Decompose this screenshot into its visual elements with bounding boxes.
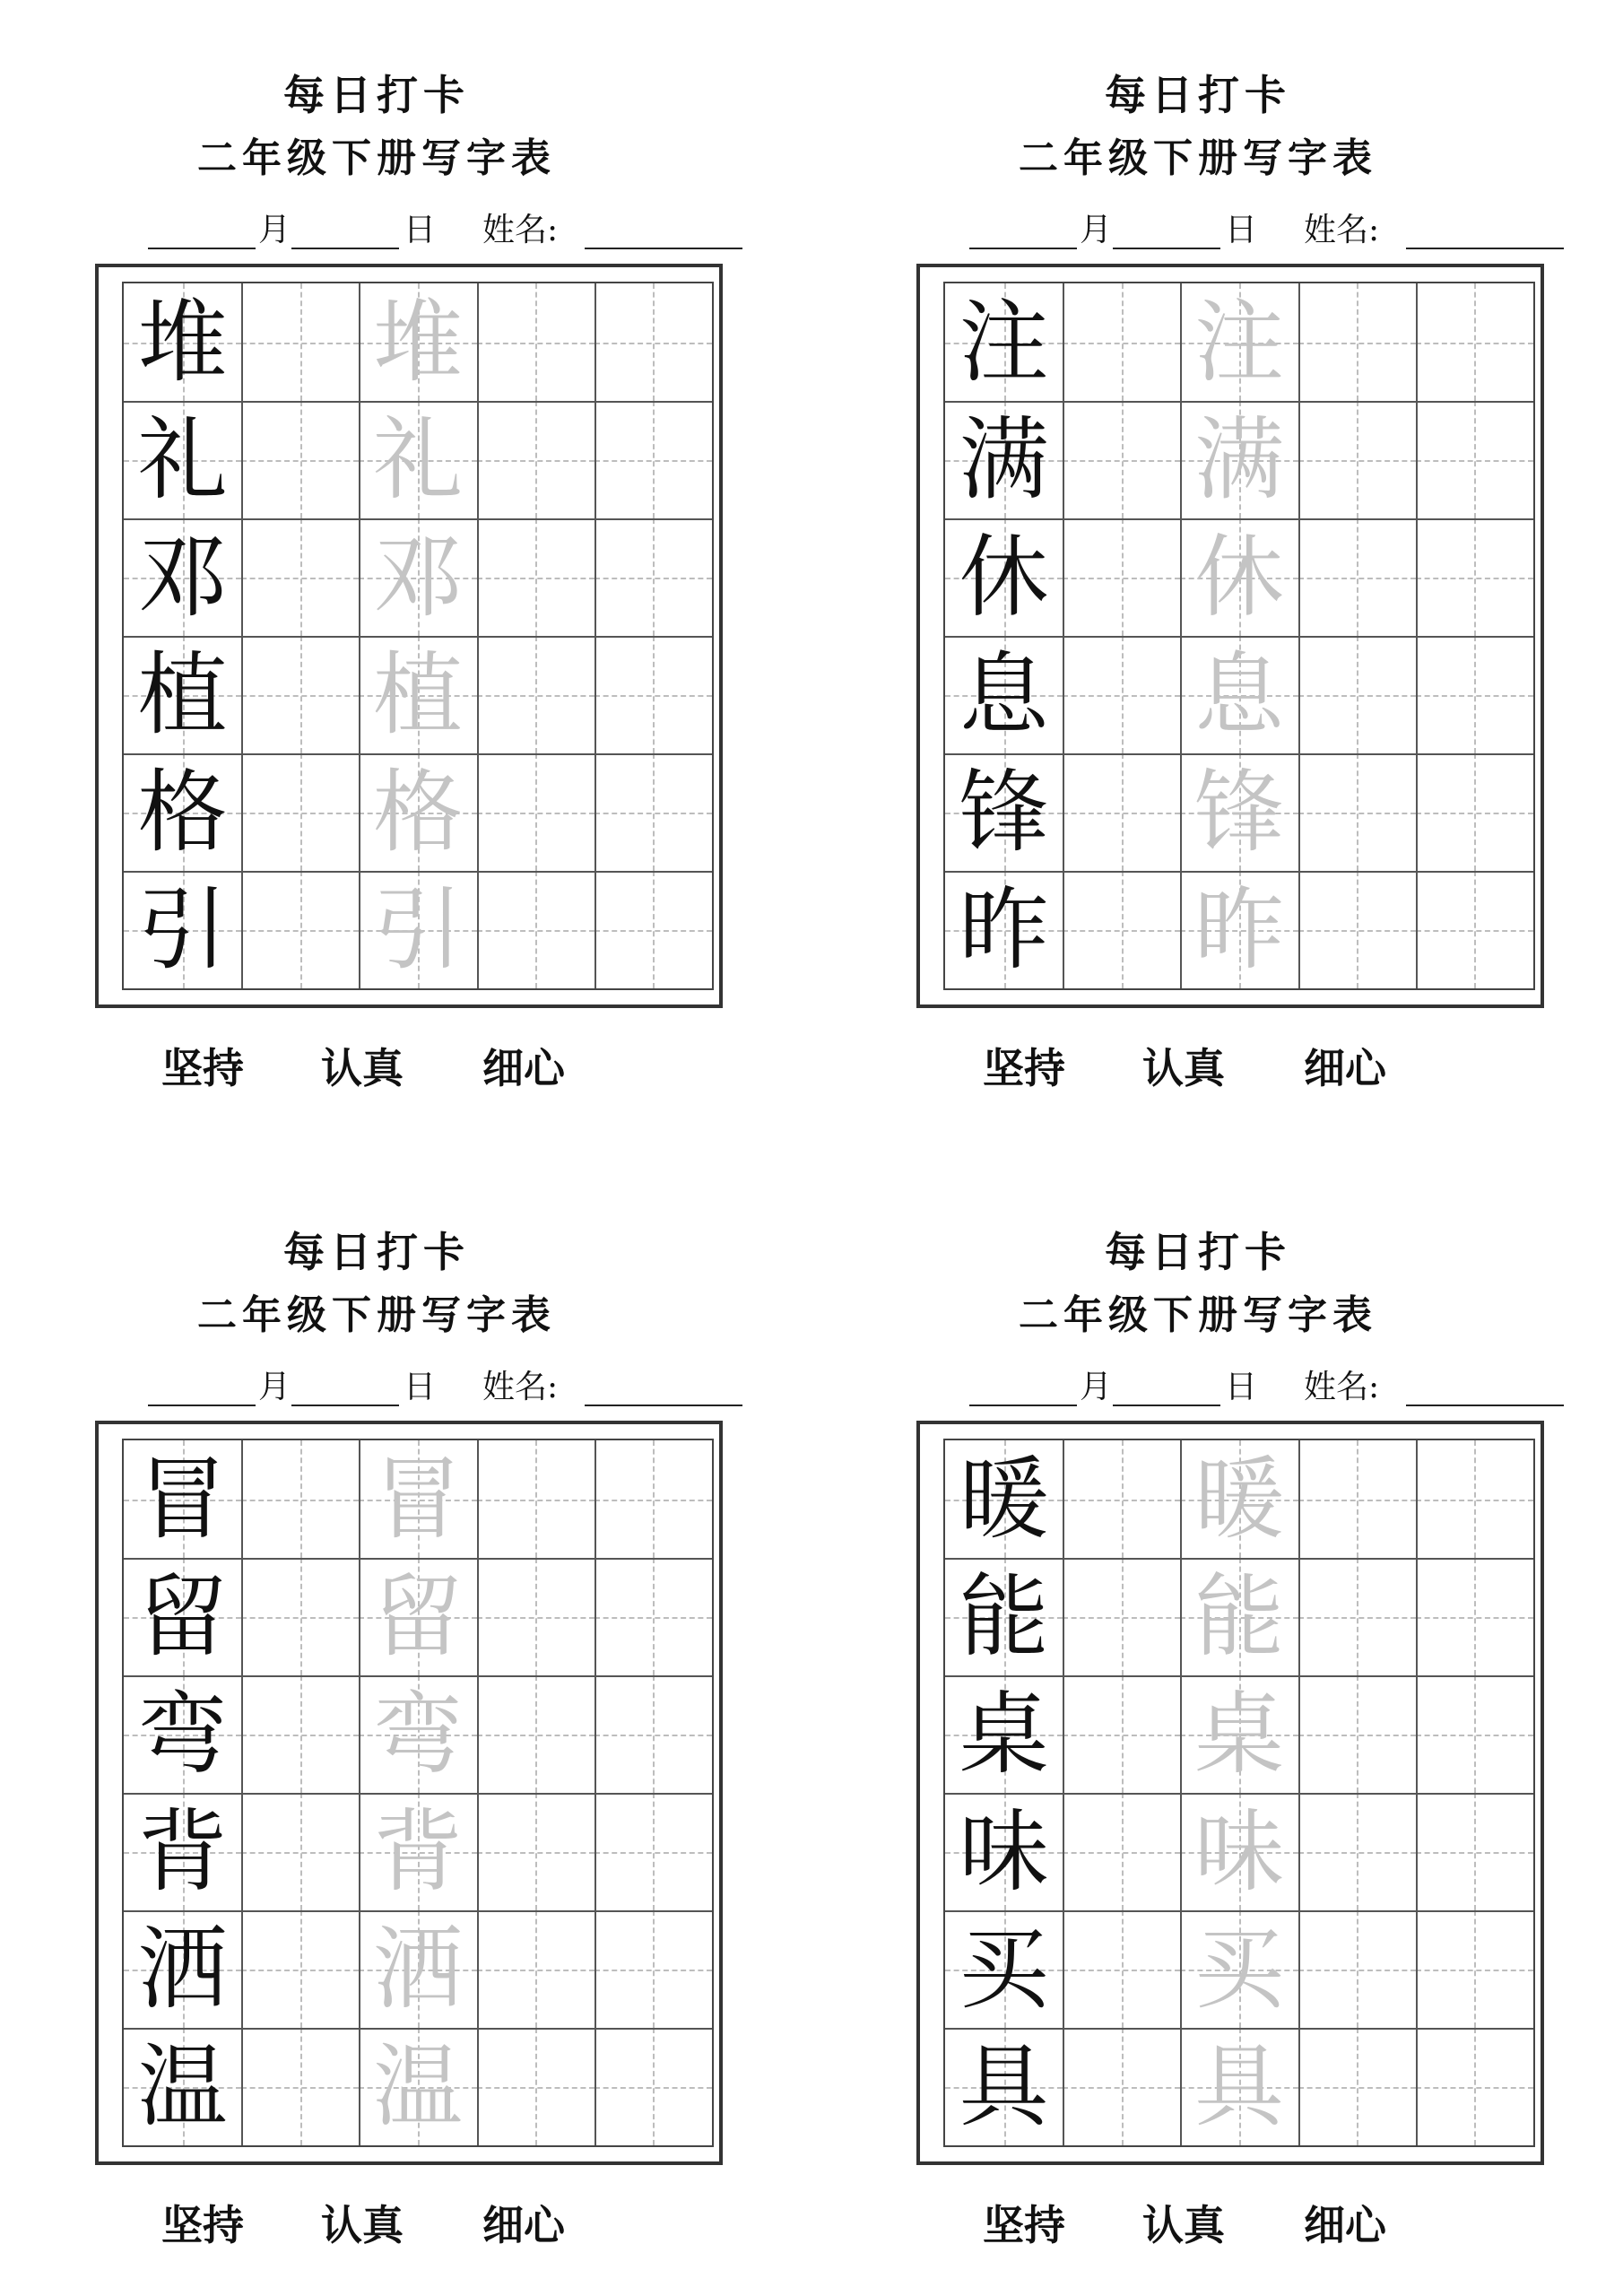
month-blank[interactable] [148,1405,256,1406]
practice-cell[interactable] [1063,1793,1180,1910]
practice-cell[interactable] [477,1558,595,1675]
practice-cell[interactable] [1298,753,1416,871]
practice-cell[interactable] [1063,2028,1180,2145]
trace-character: 引 [372,877,463,982]
motto-word: 细心 [1304,1044,1386,1092]
month-label: 月 [258,212,291,248]
card-title: 每日打卡 [283,1228,470,1276]
motto-word: 认真 [1142,2201,1225,2249]
model-character: 洒 [137,1917,228,2022]
practice-cell[interactable] [1416,636,1533,753]
practice-cell[interactable] [595,636,712,753]
trace-character: 能 [1193,1564,1284,1669]
practice-cell[interactable] [477,1910,595,2028]
motto-word: 坚持 [983,1044,1065,1092]
day-label: 日 [1225,1369,1258,1405]
grid-column-divider [477,283,479,988]
practice-cell[interactable] [595,1793,712,1910]
grid-column-divider [1298,283,1300,988]
practice-cell[interactable] [1298,1910,1416,2028]
grid-column-divider [477,1440,479,2145]
grid-row [945,283,1533,401]
model-character: 背 [137,1799,228,1904]
practice-cell[interactable] [241,636,359,753]
model-character: 温 [137,2034,228,2139]
motto [875,2193,1521,2247]
practice-cell[interactable] [595,401,712,518]
name-label: 姓名: [1304,212,1380,248]
trace-character: 留 [372,1564,463,1669]
trace-character: 温 [372,2034,463,2139]
practice-cell[interactable] [477,1440,595,1558]
practice-cell[interactable] [1416,1675,1533,1793]
practice-cell[interactable] [477,2028,595,2145]
practice-cell[interactable] [1298,1558,1416,1675]
card-subtitle: 二年级下册写字表 [197,1292,556,1338]
trace-character: 冒 [372,1447,463,1552]
grid-row [124,518,712,636]
motto [875,1036,1521,1090]
trace-character: 弯 [372,1682,463,1787]
day-blank[interactable] [1113,1405,1220,1406]
grid-row [124,1558,712,1675]
model-character: 桌 [959,1682,1049,1787]
practice-cell[interactable] [1063,753,1180,871]
practice-cell[interactable] [477,401,595,518]
motto-word: 细心 [1304,2201,1386,2249]
practice-cell[interactable] [241,1558,359,1675]
practice-cell[interactable] [1416,1558,1533,1675]
practice-cell[interactable] [241,871,359,988]
practice-cell[interactable] [477,753,595,871]
practice-cell[interactable] [477,636,595,753]
motto-word: 认真 [1142,1044,1225,1092]
grid-row [945,1675,1533,1793]
practice-card [54,1157,699,2249]
motto [54,1036,699,1090]
practice-cell[interactable] [241,1793,359,1910]
writing-grid [122,282,714,990]
practice-cell[interactable] [1063,1910,1180,2028]
date-name-line [875,1365,1521,1410]
practice-cell[interactable] [1063,1558,1180,1675]
practice-cell[interactable] [1416,753,1533,871]
trace-character: 植 [372,642,463,747]
grid-row [124,401,712,518]
grid-row [945,1440,1533,1558]
practice-cell[interactable] [241,1910,359,2028]
grid-row [945,636,1533,753]
model-character: 味 [959,1799,1049,1904]
grid-row [945,871,1533,988]
grid-column-divider [1063,283,1064,988]
trace-character: 堆 [372,290,463,395]
practice-cell[interactable] [1298,2028,1416,2145]
trace-character: 洒 [372,1917,463,2022]
card-subtitle: 二年级下册写字表 [1019,1292,1377,1338]
practice-cell[interactable] [595,1675,712,1793]
practice-cell[interactable] [1298,283,1416,401]
motto-word: 认真 [321,1044,404,1092]
grid-column-divider [241,1440,243,2145]
trace-character: 注 [1193,290,1284,395]
trace-character: 息 [1193,642,1284,747]
practice-cell[interactable] [1416,2028,1533,2145]
trace-character: 满 [1193,407,1284,512]
trace-character: 礼 [372,407,463,512]
practice-cell[interactable] [1416,1910,1533,2028]
trace-character: 暖 [1193,1447,1284,1552]
motto-word: 认真 [321,2201,404,2249]
card-subtitle: 二年级下册写字表 [1019,135,1377,181]
practice-cell[interactable] [1416,871,1533,988]
model-character: 能 [959,1564,1049,1669]
practice-cell[interactable] [1063,1675,1180,1793]
day-label: 日 [1225,212,1258,248]
card-title: 每日打卡 [283,71,470,119]
model-character: 息 [959,642,1049,747]
day-blank[interactable] [291,248,399,249]
practice-cell[interactable] [241,2028,359,2145]
model-character: 留 [137,1564,228,1669]
practice-card [875,0,1521,1092]
practice-cell[interactable] [241,518,359,636]
trace-character: 昨 [1193,877,1284,982]
practice-cell[interactable] [1298,1675,1416,1793]
practice-cell[interactable] [1298,518,1416,636]
motto-word: 坚持 [161,2201,244,2249]
day-blank[interactable] [1113,248,1220,249]
practice-cell[interactable] [241,283,359,401]
practice-cell[interactable] [595,1558,712,1675]
practice-cell[interactable] [241,753,359,871]
grid-row [124,2028,712,2145]
practice-cell[interactable] [1298,401,1416,518]
practice-cell[interactable] [595,1440,712,1558]
practice-cell[interactable] [1416,283,1533,401]
model-character: 格 [137,760,228,865]
practice-cell[interactable] [1298,1440,1416,1558]
practice-cell[interactable] [595,283,712,401]
grid-row [945,518,1533,636]
practice-cell[interactable] [1298,871,1416,988]
practice-cell[interactable] [595,518,712,636]
motto [54,2193,699,2247]
model-character: 休 [959,525,1049,630]
name-label: 姓名: [1304,1369,1380,1405]
month-blank[interactable] [969,248,1077,249]
model-character: 引 [137,877,228,982]
month-blank[interactable] [969,1405,1077,1406]
month-blank[interactable] [148,248,256,249]
practice-cell[interactable] [1298,636,1416,753]
model-character: 弯 [137,1682,228,1787]
practice-cell[interactable] [1416,518,1533,636]
practice-cell[interactable] [477,1675,595,1793]
practice-cell[interactable] [595,2028,712,2145]
motto-word: 坚持 [983,2201,1065,2249]
grid-column-divider [595,1440,596,2145]
card-title: 每日打卡 [1105,1228,1291,1276]
date-name-line [54,1365,699,1410]
name-label: 姓名: [482,212,559,248]
name-blank[interactable] [1406,1405,1564,1406]
practice-cell[interactable] [477,871,595,988]
day-blank[interactable] [291,1405,399,1406]
practice-cell[interactable] [1416,401,1533,518]
model-character: 礼 [137,407,228,512]
grid-column-divider [1063,1440,1064,2145]
grid-row [945,753,1533,871]
practice-cell[interactable] [1416,1440,1533,1558]
grid-column-divider [241,283,243,988]
practice-cell[interactable] [1063,518,1180,636]
month-label: 月 [258,1369,291,1405]
model-character: 满 [959,407,1049,512]
grid-row [124,1440,712,1558]
trace-character: 邓 [372,525,463,630]
grid-row [945,1910,1533,2028]
model-character: 冒 [137,1447,228,1552]
day-label: 日 [404,212,437,248]
date-name-line [54,208,699,253]
grid-row [945,2028,1533,2145]
practice-card [54,0,699,1092]
motto-word: 细心 [482,1044,565,1092]
practice-cell[interactable] [477,518,595,636]
trace-character: 格 [372,760,463,865]
grid-row [124,636,712,753]
month-label: 月 [1080,1369,1113,1405]
practice-cell[interactable] [1298,1793,1416,1910]
practice-cell[interactable] [477,1793,595,1910]
model-character: 具 [959,2034,1049,2139]
card-title: 每日打卡 [1105,71,1291,119]
model-character: 邓 [137,525,228,630]
trace-character: 具 [1193,2034,1284,2139]
practice-cell[interactable] [595,1910,712,2028]
grid-row [945,1558,1533,1675]
grid-row [945,1793,1533,1910]
name-blank[interactable] [585,248,742,249]
grid-row [124,753,712,871]
trace-character: 味 [1193,1799,1284,1904]
writing-grid [943,1439,1535,2147]
grid-row [124,1675,712,1793]
grid-column-divider [1298,1440,1300,2145]
trace-character: 背 [372,1799,463,1904]
model-character: 注 [959,290,1049,395]
practice-cell[interactable] [595,871,712,988]
grid-row [124,871,712,988]
grid-column-divider [1416,1440,1418,2145]
practice-cell[interactable] [1063,636,1180,753]
practice-card [875,1157,1521,2249]
trace-character: 休 [1193,525,1284,630]
name-blank[interactable] [1406,248,1564,249]
motto-word: 细心 [482,2201,565,2249]
practice-cell[interactable] [595,753,712,871]
day-label: 日 [404,1369,437,1405]
model-character: 锋 [959,760,1049,865]
trace-character: 买 [1193,1917,1284,2022]
practice-cell[interactable] [1063,283,1180,401]
grid-row [124,283,712,401]
practice-cell[interactable] [241,1440,359,1558]
month-label: 月 [1080,212,1113,248]
grid-row [124,1910,712,2028]
writing-grid [122,1439,714,2147]
grid-column-divider [1416,283,1418,988]
model-character: 植 [137,642,228,747]
practice-cell[interactable] [1063,401,1180,518]
practice-cell[interactable] [1063,871,1180,988]
card-subtitle: 二年级下册写字表 [197,135,556,181]
model-character: 买 [959,1917,1049,2022]
trace-character: 锋 [1193,760,1284,865]
name-blank[interactable] [585,1405,742,1406]
practice-cell[interactable] [1416,1793,1533,1910]
motto-word: 坚持 [161,1044,244,1092]
model-character: 暖 [959,1447,1049,1552]
practice-cell[interactable] [241,401,359,518]
date-name-line [875,208,1521,253]
trace-character: 桌 [1193,1682,1284,1787]
grid-row [945,401,1533,518]
practice-cell[interactable] [477,283,595,401]
name-label: 姓名: [482,1369,559,1405]
practice-cell[interactable] [1063,1440,1180,1558]
grid-row [124,1793,712,1910]
model-character: 堆 [137,290,228,395]
practice-cell[interactable] [241,1675,359,1793]
grid-column-divider [595,283,596,988]
model-character: 昨 [959,877,1049,982]
writing-grid [943,282,1535,990]
